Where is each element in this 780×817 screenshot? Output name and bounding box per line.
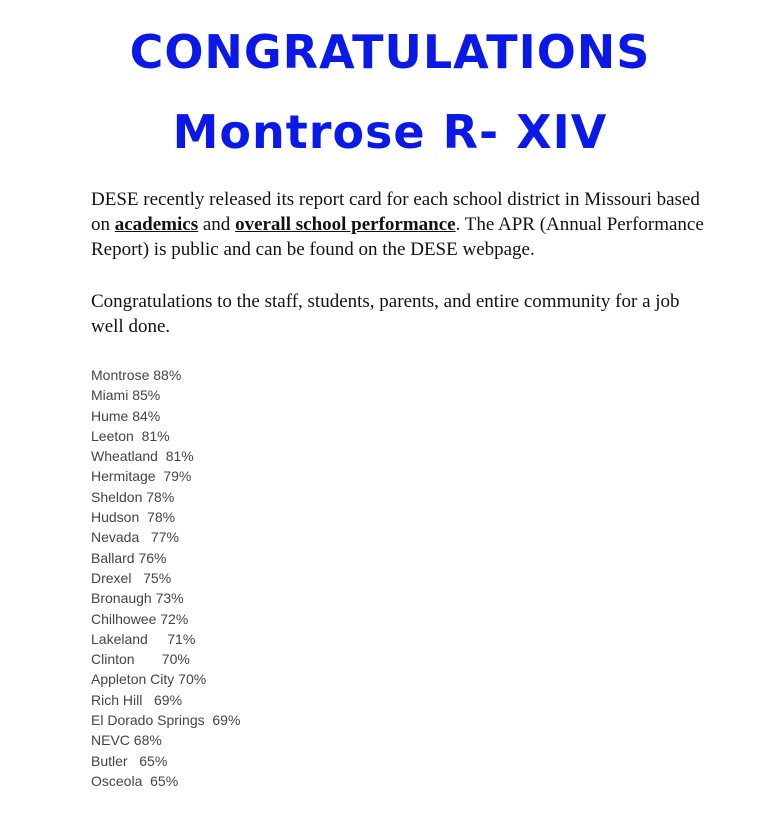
result-item: El Dorado Springs 69% — [91, 712, 241, 729]
result-item: Lakeland 71% — [91, 630, 196, 647]
result-item: Appleton City 70% — [91, 671, 207, 688]
result-item: Hume 84% — [91, 407, 161, 424]
result-item: Sheldon 78% — [91, 488, 175, 505]
performance-emphasis: overall school performance — [235, 214, 456, 235]
headline-congratulations: CONGRATULATIONS — [129, 25, 651, 79]
district-results-list — [91, 365, 240, 791]
result-item: Rich Hill 69% — [91, 691, 183, 708]
result-item: Hermitage 79% — [91, 468, 192, 485]
intro-text-c: . The APR (Annual Performance Report) is public and can be found on the DESE webpage. — [91, 214, 704, 260]
result-item: Wheatland 81% — [91, 448, 194, 465]
result-item: NEVC 68% — [91, 732, 162, 749]
result-item: Bronaugh 73% — [91, 590, 184, 607]
result-item: Nevada 77% — [91, 529, 179, 546]
result-item: Drexel 75% — [91, 569, 172, 586]
result-item: Osceola 65% — [91, 772, 179, 789]
congrats-paragraph: Congratulations to the staff, students, parents, and entire community for a job well done. — [91, 291, 680, 337]
result-item: Butler 65% — [91, 752, 168, 769]
result-item: Clinton 70% — [91, 651, 190, 668]
result-item: Montrose 88% — [91, 367, 182, 383]
intro-text-b: and — [198, 214, 236, 235]
result-item: Ballard 76% — [91, 549, 167, 566]
headline-district: Montrose R- XIV — [172, 105, 608, 159]
result-item: Leeton 81% — [91, 427, 170, 444]
result-item: Chilhowee 72% — [91, 610, 189, 627]
intro-paragraph — [91, 187, 706, 262]
result-item: Hudson 78% — [91, 509, 176, 526]
result-item: Miami 85% — [91, 387, 161, 404]
academics-emphasis: academics — [114, 214, 199, 235]
intro-text-a: DESE recently released its report card for each school district in Missouri based on — [91, 189, 700, 235]
